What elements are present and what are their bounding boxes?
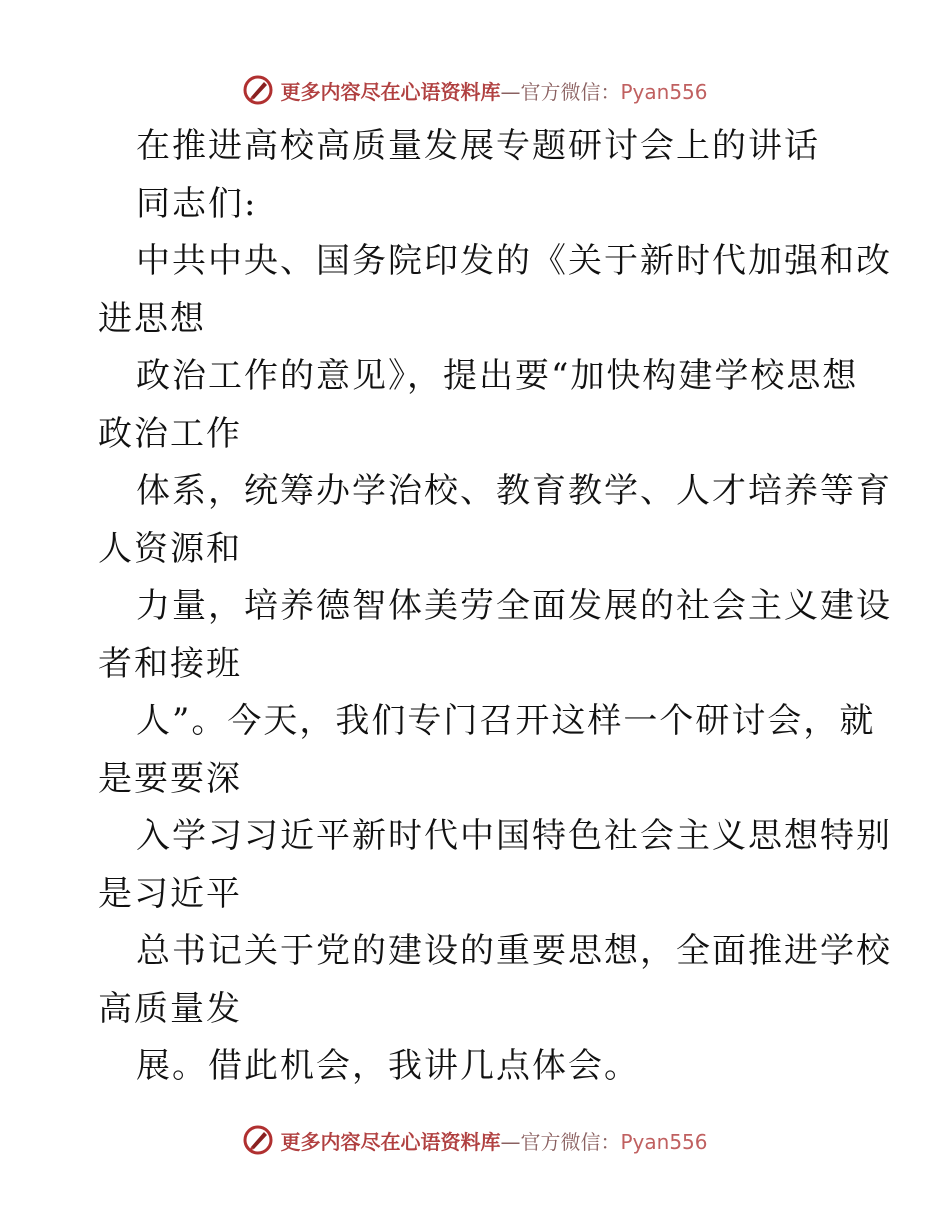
- watermark-text-middle: —官方微信：: [500, 1129, 621, 1154]
- paragraph-line: 进思想: [98, 298, 206, 339]
- pen-logo-icon: [242, 74, 274, 106]
- paragraph-line: 展。借此机会，我讲几点体会。: [136, 1046, 640, 1086]
- paragraph-line: 是要要深: [98, 758, 242, 799]
- paragraph-line: 是习近平: [98, 873, 242, 914]
- pen-logo-icon: [242, 1124, 274, 1156]
- paragraph-line: 者和接班: [98, 643, 242, 684]
- document-title: 在推进高校高质量发展专题研讨会上的讲话: [136, 126, 820, 166]
- watermark-text: [280, 1126, 707, 1155]
- header-watermark-banner: [0, 70, 950, 110]
- watermark-text-account: Pyan556: [620, 1129, 708, 1154]
- paragraph-line: 高质量发: [98, 988, 242, 1029]
- watermark-text-main: 更多内容尽在心语资料库: [280, 79, 501, 104]
- paragraph-line: 力量，培养德智体美劳全面发展的社会主义建设: [136, 586, 892, 626]
- paragraph-line: 政治工作的意见》，提出要“加快构建学校思想: [136, 356, 859, 396]
- watermark-text-main: 更多内容尽在心语资料库: [280, 1129, 501, 1154]
- salutation: 同志们:: [136, 183, 258, 224]
- document-body: [98, 118, 892, 1096]
- watermark-text-account: Pyan556: [620, 79, 708, 104]
- watermark-text: [280, 76, 707, 105]
- paragraph-line: 体系，统筹办学治校、教育教学、人才培养等育: [136, 471, 892, 511]
- paragraph-line: 入学习习近平新时代中国特色社会主义思想特别: [136, 816, 892, 856]
- paragraph-line: 总书记关于党的建设的重要思想，全面推进学校: [136, 931, 892, 971]
- paragraph-line: 人资源和: [98, 528, 242, 569]
- paragraph-line: 中共中央、国务院印发的《关于新时代加强和改: [136, 241, 892, 281]
- paragraph-line: 政治工作: [98, 413, 242, 454]
- footer-watermark-banner: [0, 1120, 950, 1160]
- watermark-text-middle: —官方微信：: [500, 79, 621, 104]
- paragraph-line: 人”。今天，我们专门召开这样一个研讨会，就: [136, 701, 876, 741]
